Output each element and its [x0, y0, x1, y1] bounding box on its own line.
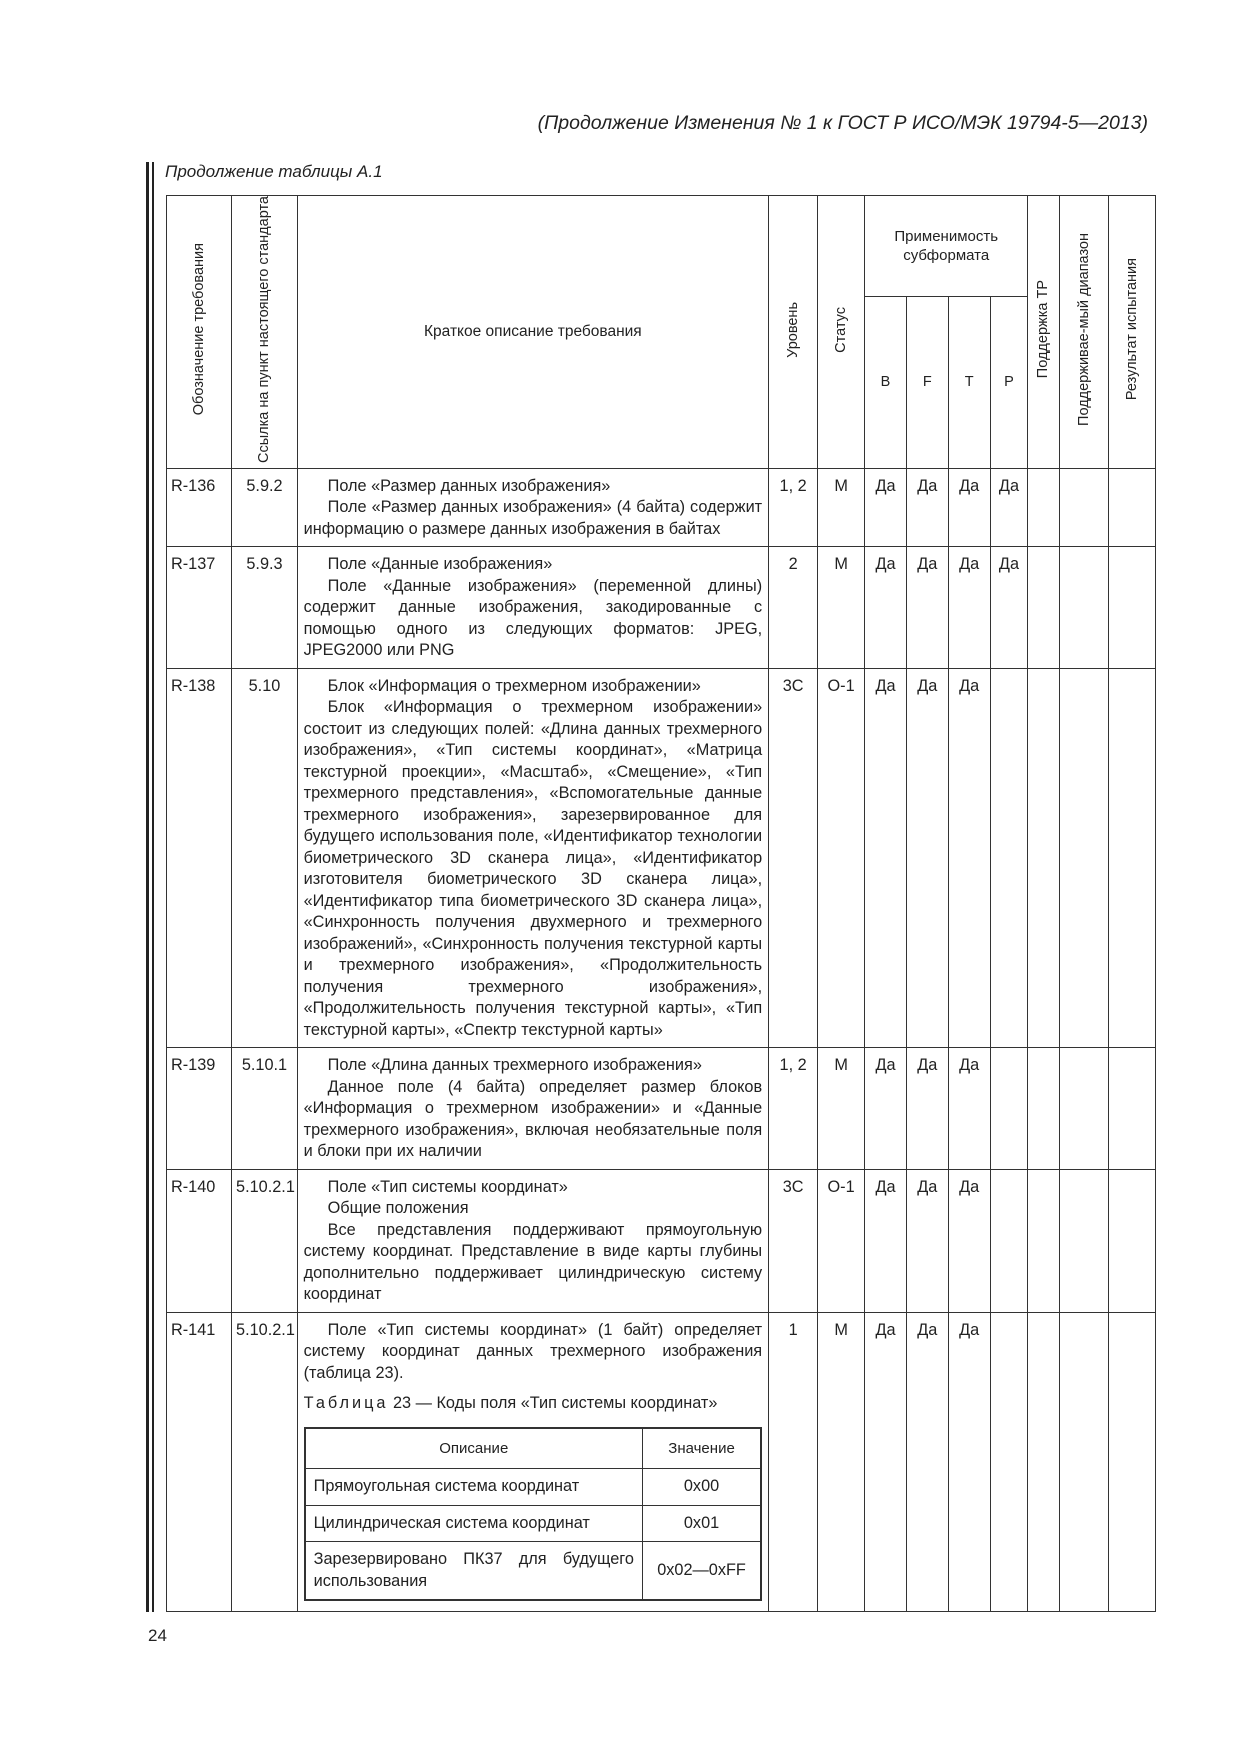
req-level: 2	[769, 547, 818, 669]
req-t: Да	[948, 468, 990, 547]
req-p: Да	[990, 468, 1028, 547]
col-range-header: Поддерживае-мый диапазон	[1059, 196, 1108, 469]
req-level: 1	[769, 1312, 818, 1612]
req-id: R-140	[167, 1169, 232, 1312]
req-ref: 5.10.2.1	[232, 1169, 297, 1312]
req-b: Да	[865, 1312, 907, 1612]
req-status: M	[818, 468, 865, 547]
coordinate-codes-table	[304, 1427, 763, 1602]
req-t: Да	[948, 1312, 990, 1612]
req-f: Да	[906, 468, 948, 547]
req-text: Все представления поддерживают прямоугольную систему координат. Представление в виде карты глубины дополнительно поддерживает цилиндрическую систему координат	[303, 1220, 763, 1304]
page-header: (Продолжение Изменения № 1 к ГОСТ Р ИСО/МЭК 19794-5—2013)	[537, 112, 1148, 134]
table-row	[167, 547, 1156, 669]
sub-table-value: 0x02—0xFF	[642, 1542, 761, 1601]
req-subtitle: Общие положения	[327, 1199, 469, 1218]
req-ref: 5.10.1	[232, 1048, 297, 1170]
req-range	[1059, 468, 1108, 547]
col-tp-header: Поддержка ТР	[1028, 196, 1060, 469]
req-range	[1059, 1048, 1108, 1170]
sub-table-caption	[304, 1393, 763, 1415]
req-f: Да	[906, 547, 948, 669]
req-title: Поле «Тип системы координат»	[327, 1177, 568, 1196]
req-tp	[1028, 668, 1060, 1048]
col-ref-header: Ссылка на пункт настоящего стандарта	[232, 196, 297, 469]
table-row	[167, 468, 1156, 547]
sub-table-row	[305, 1505, 762, 1542]
req-desc	[297, 468, 769, 547]
req-title: Поле «Длина данных трехмерного изображения»	[327, 1056, 702, 1075]
req-title: Поле «Размер данных изображения»	[327, 476, 611, 495]
sub-table-caption-text: 23 — Коды поля «Тип системы координат»	[393, 1394, 718, 1413]
req-level: 3C	[769, 1169, 818, 1312]
req-id: R-139	[167, 1048, 232, 1170]
req-result	[1108, 547, 1155, 669]
req-title: Поле «Данные изображения»	[327, 555, 553, 574]
req-ref: 5.9.3	[232, 547, 297, 669]
req-tp	[1028, 1048, 1060, 1170]
req-t: Да	[948, 1169, 990, 1312]
req-ref: 5.9.2	[232, 468, 297, 547]
req-ref: 5.10.2.1	[232, 1312, 297, 1612]
margin-bar	[146, 162, 149, 1612]
sub-table-row	[305, 1469, 762, 1506]
req-range	[1059, 668, 1108, 1048]
req-status: M	[818, 547, 865, 669]
col-result-header: Результат испытания	[1108, 196, 1155, 469]
sub-table-value: 0x01	[642, 1505, 761, 1542]
req-id: R-141	[167, 1312, 232, 1612]
req-desc	[297, 1312, 769, 1612]
sub-table-value: 0x00	[642, 1469, 761, 1506]
sub-table-caption-label: Таблица	[303, 1394, 389, 1413]
table-row	[167, 1048, 1156, 1170]
sub-table-header-value: Значение	[642, 1428, 761, 1469]
req-b: Да	[865, 1048, 907, 1170]
req-f: Да	[906, 1048, 948, 1170]
col-id-header: Обозначение требования	[167, 196, 232, 469]
req-desc	[297, 668, 769, 1048]
req-result	[1108, 1048, 1155, 1170]
requirements-table	[166, 195, 1156, 1612]
req-id: R-136	[167, 468, 232, 547]
req-t: Да	[948, 668, 990, 1048]
col-applicability-header: Применимость субформата	[865, 196, 1028, 297]
req-t: Да	[948, 547, 990, 669]
req-b: Да	[865, 468, 907, 547]
req-tp	[1028, 1169, 1060, 1312]
req-desc	[297, 547, 769, 669]
sub-table-desc: Зарезервировано ПК37 для будущего использования	[305, 1542, 643, 1601]
req-range	[1059, 1169, 1108, 1312]
req-id: R-138	[167, 668, 232, 1048]
req-tp	[1028, 1312, 1060, 1612]
req-status: M	[818, 1048, 865, 1170]
req-f: Да	[906, 1169, 948, 1312]
col-t-header: T	[948, 297, 990, 469]
table-caption: Продолжение таблицы А.1	[165, 162, 383, 181]
req-desc	[297, 1048, 769, 1170]
req-desc	[297, 1169, 769, 1312]
table-row	[167, 1169, 1156, 1312]
req-p	[990, 1169, 1028, 1312]
sub-table-row	[305, 1542, 762, 1601]
req-b: Да	[865, 668, 907, 1048]
req-result	[1108, 1169, 1155, 1312]
req-t: Да	[948, 1048, 990, 1170]
req-id: R-137	[167, 547, 232, 669]
sub-table-header-row	[305, 1428, 762, 1469]
req-tp	[1028, 468, 1060, 547]
sub-table-header-desc: Описание	[305, 1428, 643, 1469]
req-text: Блок «Информация о трехмерном изображении» состоит из следующих полей: «Длина данных трехмерного изображения», «Тип системы координат», «Матрица текстурной проекции», «Масштаб», «Смещение», «Тип трехмерного представления», «Вспомогательные данные трехмерного изображения», зарезервированное для будущего использования поле, «Идентификатор технологии биометрического 3D сканера лица», «Идентификатор изготовителя биометрического 3D сканера лица», «Идентификатор типа биометрического 3D сканера лица», «Синхронность получения двухмерного и трехмерного изображений», «Синхронность получения текстурной карты и трехмерного изображения», «Продолжительность получения трехмерного изображения», «Продолжительность получения текстурной карты», «Тип текстурной карты», «Спектр текстурной карты»	[303, 698, 763, 1039]
req-level: 1, 2	[769, 1048, 818, 1170]
sub-table-desc: Прямоугольная система координат	[305, 1469, 643, 1506]
req-b: Да	[865, 1169, 907, 1312]
col-f-header: F	[906, 297, 948, 469]
req-text: Поле «Размер данных изображения» (4 байта) содержит информацию о размере данных изображения в байтах	[303, 498, 763, 538]
req-p	[990, 1048, 1028, 1170]
margin-bar-inner	[152, 162, 154, 1612]
req-p: Да	[990, 547, 1028, 669]
req-result	[1108, 468, 1155, 547]
table-row	[167, 1312, 1156, 1612]
req-status: O-1	[818, 668, 865, 1048]
req-range	[1059, 547, 1108, 669]
req-b: Да	[865, 547, 907, 669]
req-level: 3C	[769, 668, 818, 1048]
req-f: Да	[906, 1312, 948, 1612]
col-status-header: Статус	[818, 196, 865, 469]
req-result	[1108, 1312, 1155, 1612]
req-range	[1059, 1312, 1108, 1612]
page-number: 24	[148, 1626, 167, 1645]
req-status: M	[818, 1312, 865, 1612]
sub-table-desc: Цилиндрическая система координат	[305, 1505, 643, 1542]
req-text: Поле «Тип системы координат» (1 байт) определяет систему координат данных трехмерного изображения (таблица 23).	[303, 1320, 763, 1382]
req-ref: 5.10	[232, 668, 297, 1048]
req-p	[990, 668, 1028, 1048]
req-result	[1108, 668, 1155, 1048]
req-f: Да	[906, 668, 948, 1048]
req-title: Блок «Информация о трехмерном изображении»	[327, 676, 701, 695]
col-b-header: B	[865, 297, 907, 469]
req-p	[990, 1312, 1028, 1612]
req-text: Поле «Данные изображения» (переменной длины) содержит данные изображения, закодированные с помощью одного из следующих форматов: JPEG, JPEG2000 или PNG	[303, 576, 763, 660]
req-level: 1, 2	[769, 468, 818, 547]
col-level-header: Уровень	[769, 196, 818, 469]
req-tp	[1028, 547, 1060, 669]
req-status: O-1	[818, 1169, 865, 1312]
col-desc-header: Краткое описание требования	[297, 196, 769, 469]
req-text: Данное поле (4 байта) определяет размер блоков «Информация о трехмерном изображении» и «Данные трехмерного изображения», включая необязательные поля и блоки при их наличии	[303, 1077, 763, 1161]
table-row	[167, 668, 1156, 1048]
col-p-header: P	[990, 297, 1028, 469]
